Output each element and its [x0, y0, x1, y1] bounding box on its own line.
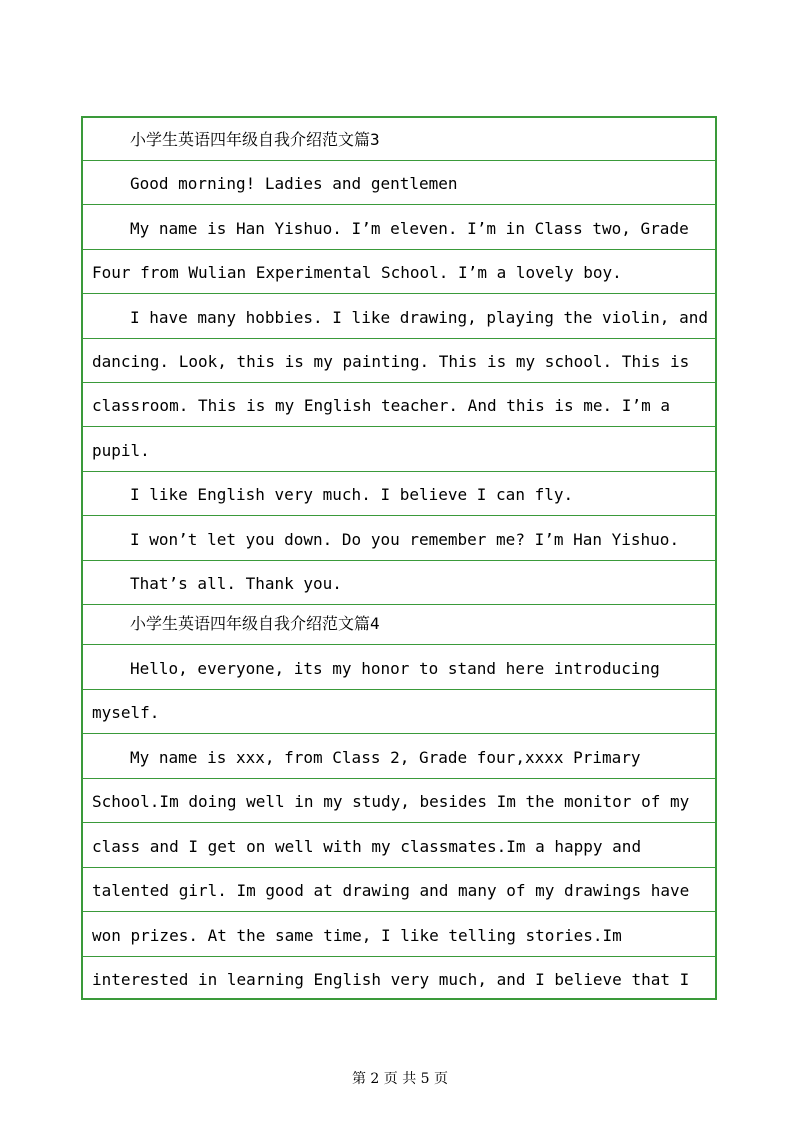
paragraph-line	[83, 957, 715, 1000]
text-line: I like English very much. I believe I can fly.	[130, 485, 574, 504]
paragraph-line	[83, 734, 715, 779]
text-line: That’s all. Thank you.	[130, 574, 342, 593]
document-text-frame	[81, 116, 717, 1000]
text-line: 小学生英语四年级自我介绍范文篇4	[130, 614, 380, 633]
text-line: My name is xxx, from Class 2, Grade four,xxxx Primary	[130, 748, 641, 767]
text-line: School.Im doing well in my study, besides Im the monitor of my	[92, 792, 690, 811]
text-line: I have many hobbies. I like drawing, playing the violin, and	[130, 308, 708, 327]
text-line: talented girl. Im good at drawing and many of my drawings have	[92, 881, 690, 900]
paragraph-line	[83, 779, 715, 823]
paragraph-line	[83, 294, 715, 339]
text-line: Hello, everyone, its my honor to stand here introducing	[130, 659, 660, 678]
paragraph-line	[83, 868, 715, 912]
paragraph-line	[83, 339, 715, 383]
paragraph-line	[83, 690, 715, 734]
text-line: interested in learning English very much, and I believe that I	[92, 970, 690, 989]
text-line: class and I get on well with my classmates.Im a happy and	[92, 837, 642, 856]
paragraph-line	[83, 205, 715, 250]
paragraph-line	[83, 823, 715, 868]
section-heading-4	[83, 605, 715, 645]
text-line: dancing. Look, this is my painting. This is my school. This is	[92, 352, 690, 371]
paragraph-line	[83, 161, 715, 205]
paragraph-line	[83, 561, 715, 605]
text-line: pupil.	[92, 441, 150, 460]
text-line: 小学生英语四年级自我介绍范文篇3	[130, 130, 380, 149]
text-line: won prizes. At the same time, I like telling stories.Im	[92, 926, 622, 945]
paragraph-line	[83, 516, 715, 561]
page-number-footer: 第 2 页 共 5 页	[351, 1071, 449, 1087]
paragraph-line	[83, 645, 715, 690]
paragraph-line	[83, 383, 715, 427]
text-line: I won’t let you down. Do you remember me? I’m Han Yishuo.	[130, 530, 680, 549]
paragraph-line	[83, 250, 715, 294]
paragraph-line	[83, 427, 715, 472]
section-heading-3	[83, 118, 715, 161]
paragraph-line	[83, 912, 715, 957]
text-line: myself.	[92, 703, 160, 722]
text-line: classroom. This is my English teacher. And this is me. I’m a	[92, 396, 670, 415]
text-line: Four from Wulian Experimental School. I’m a lovely boy.	[92, 263, 622, 282]
text-line: Good morning! Ladies and gentlemen	[130, 174, 458, 193]
paragraph-line	[83, 472, 715, 516]
text-line: My name is Han Yishuo. I’m eleven. I’m in Class two, Grade	[130, 219, 689, 238]
